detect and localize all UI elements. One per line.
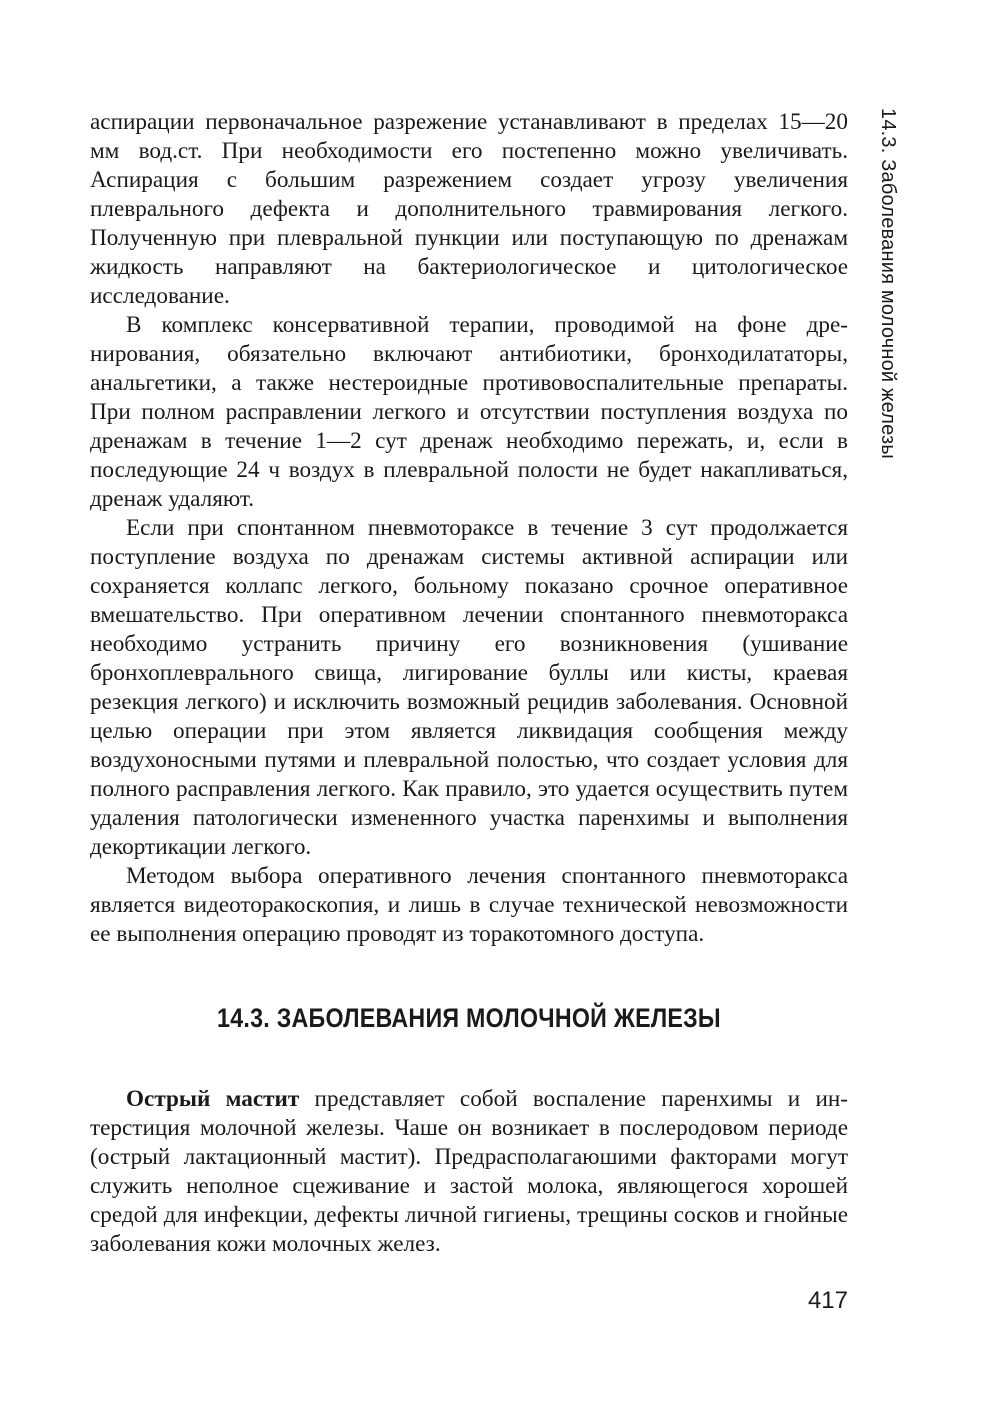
paragraph-conservative-therapy: В комплекс консервативной терапии, проводимой на фоне дренирования, обязательно включают антибиотики, бронходилататоры, анальгетики, а также нестероидные противовоспалительные препараты. При полном расправлении легкого и отсутствии поступления воздуха по дренажам в течение 1—2 сут дренаж необходимо пережать, и, если в последующие 24 ч воздух в плевральной полости не будет накапливаться, дренаж удаляют. bbox=[90, 312, 848, 512]
term-acute-mastitis: Острый мастит bbox=[126, 1086, 300, 1112]
paragraph-surgical-indication: Если при спонтанном пневмотораксе в течение 3 сут продолжается поступление воздуха по дренажам системы активной аспирации или сохраняется коллапс легкого, больному показано срочное оперативное вмешательство. При оперативном лечении спонтанного пневмоторакса необходимо устранить причину его возникновения (ушивание бронхоплеврального свища, лигирование буллы или кисты, краевая резекция легкого) и исключить возможный рецидив заболевания. Основной целью операции при этом является ликвидация сообщения между воздухоносными путями и плевральной полостью, что создает условия для полного расправления легкого. Как правило, это удается осуществить путем удаления патологически измененного участка паренхимы и выполнения декортикации легкого. bbox=[90, 515, 848, 860]
running-header: 14.3. Заболевания молочной железы bbox=[877, 108, 899, 459]
page-number: 417 bbox=[807, 1287, 848, 1314]
paragraph-aspiration: аспирации первоначальное разрежение устанавливают в пределах 15—20 мм вод.ст. При необходимости его постепенно можно увеличивать. Аспирация с большим разрежением создает угрозу увеличения плеврального дефекта и дополнительного травмирования легкого. Полученную при плевральной пункции или поступающую по дренажам жидкость направляют на бактериологическое и цитологическое исследование. bbox=[90, 109, 848, 309]
paragraph-method-of-choice: Методом выбора оперативного лечения спонтанного пневмоторакса является видеоторакоскопия, и лишь в случае технической невозможности ее выполнения операцию проводят из торакотомного доступа. bbox=[90, 863, 848, 947]
section-heading: 14.3. ЗАБОЛЕВАНИЯ МОЛОЧНОЙ ЖЕЛЕЗЫ bbox=[217, 1003, 721, 1033]
paragraph-acute-mastitis-text: представляет собой воспаление паренхимы и интерстиция молочной железы. Чаше он возникает в послеродовом периоде (острый лактационный мастит). Предрасполагаюшими факторами могут служить неполное сцеживание и застой молока, являющегося хорошей средой для инфекции, дефекты личной гигиены, трещины сосков и гнойные заболевания кожи молочных желез. bbox=[90, 1086, 848, 1257]
page-body bbox=[90, 108, 848, 1259]
paragraph-acute-mastitis bbox=[90, 1085, 848, 1259]
